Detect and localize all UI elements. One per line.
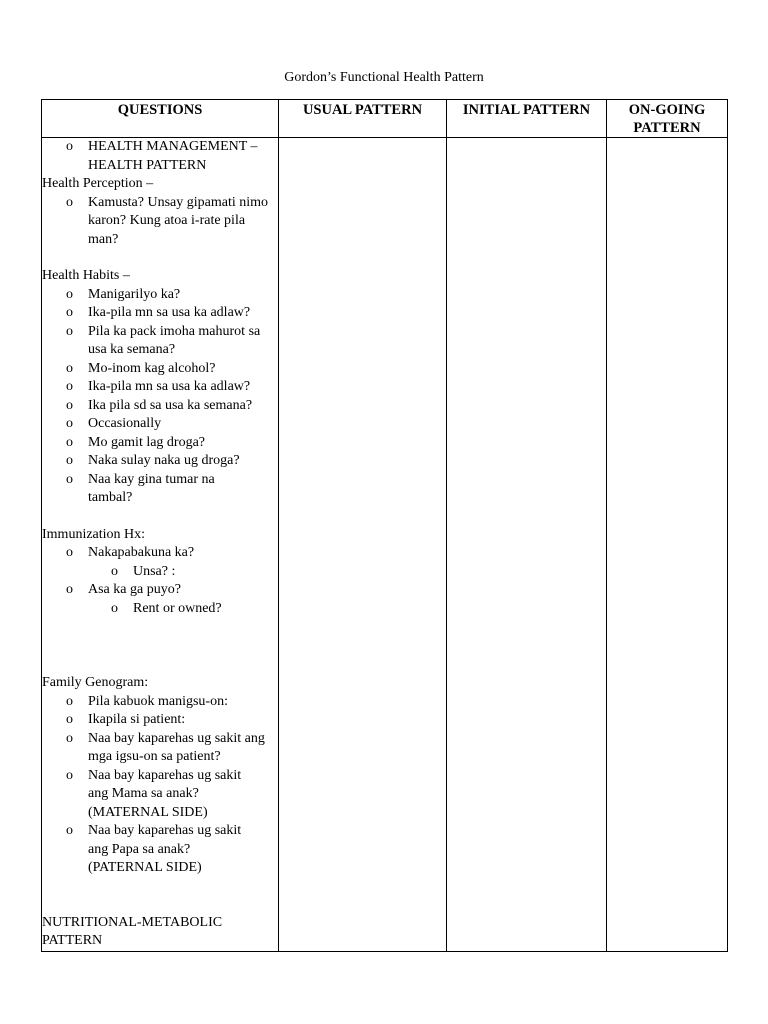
- health-perception-heading: Health Perception –: [42, 176, 154, 191]
- list-item: o Asa ka ga puyo?: [42, 581, 278, 600]
- list-item: o Naa bay kaparehas ug sakit ang mga igsu-on sa patient?: [42, 730, 278, 767]
- list-item: o Mo gamit lag droga?: [42, 434, 278, 453]
- list-item: o Naka sulay naka ug droga?: [42, 452, 278, 471]
- list-item: o Kamusta? Unsay gipamati nimo karon? Kung atoa i-rate pila man?: [42, 194, 274, 250]
- questions-cell: [42, 138, 279, 952]
- list-item: o Pila ka pack imoha mahurot sa usa ka semana?: [42, 323, 278, 360]
- list-item: o Naa bay kaparehas ug sakit ang Papa sa anak? (PATERNAL SIDE): [42, 822, 278, 878]
- document-title: Gordon’s Functional Health Pattern: [284, 70, 484, 85]
- sub-list-item: o Unsa? :: [42, 563, 278, 582]
- family-genogram-heading: Family Genogram:: [42, 675, 149, 690]
- list-item: o Mo-inom kag alcohol?: [42, 360, 278, 379]
- initial-pattern-cell[interactable]: [447, 138, 607, 952]
- header-ongoing-pattern: ON-GOING PATTERN: [607, 100, 728, 138]
- header-usual-pattern: USUAL PATTERN: [279, 100, 447, 138]
- header-initial-pattern: INITIAL PATTERN: [447, 100, 607, 138]
- list-item: o Ika-pila mn sa usa ka adlaw?: [42, 304, 278, 323]
- list-item: o Manigarilyo ka?: [42, 286, 278, 305]
- list-item: o Ika-pila mn sa usa ka adlaw?: [42, 378, 278, 397]
- health-pattern-table: [41, 99, 728, 952]
- list-item: o Occasionally: [42, 415, 278, 434]
- table-header-row: [42, 100, 728, 138]
- list-item: o Nakapabakuna ka?: [42, 544, 278, 563]
- health-habits-heading: Health Habits –: [42, 268, 130, 283]
- table-body-row: [42, 138, 728, 952]
- usual-pattern-cell[interactable]: [279, 138, 447, 952]
- sub-list-item: o Rent or owned?: [42, 600, 278, 619]
- immunization-heading: Immunization Hx:: [42, 526, 146, 542]
- list-item: o Ika pila sd sa usa ka semana?: [42, 397, 278, 416]
- header-questions: QUESTIONS: [42, 100, 279, 138]
- nutritional-metabolic-heading: NUTRITIONAL-METABOLIC PATTERN: [42, 914, 223, 948]
- list-item-health-management: o HEALTH MANAGEMENT – HEALTH PATTERN: [42, 138, 278, 175]
- list-item: o Pila kabuok manigsu-on:: [42, 693, 278, 712]
- list-item: o Ikapila si patient:: [42, 711, 278, 730]
- list-item: o Naa kay gina tumar na tambal?: [42, 471, 278, 508]
- ongoing-pattern-cell[interactable]: [607, 138, 728, 952]
- list-item: o Naa bay kaparehas ug sakit ang Mama sa anak? (MATERNAL SIDE): [42, 767, 278, 823]
